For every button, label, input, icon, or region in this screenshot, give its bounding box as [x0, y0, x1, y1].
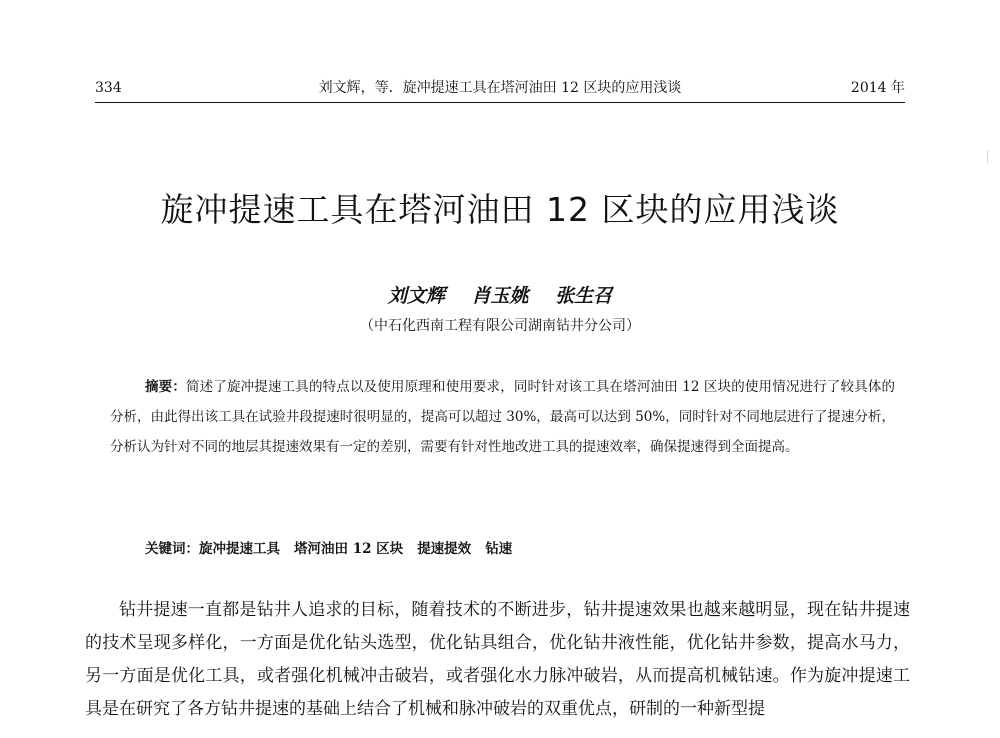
running-title: 刘文辉，等．旋冲提速工具在塔河油田 12 区块的应用浅谈 [318, 80, 682, 96]
page-number: 334 [95, 80, 122, 96]
abstract-label: 摘要： [145, 379, 186, 395]
abstract-text: 简述了旋冲提速工具的特点以及使用原理和使用要求，同时针对该工具在塔河油田 12 区块的使用情况进行了较具体的分析，由此得出该工具在试验井段提速时很明显的，提高可以超过 30%，最高可以达到 50%，同时针对不同地层进行了提速分析，分析认为针对不同的地层其提速效果有一定的差别，需要有针对性地改进工具的提速效率，确保提速得到全面提高。 [110, 379, 896, 455]
publication-year: 2014 年 [850, 80, 905, 96]
abstract [110, 372, 895, 462]
running-header [95, 76, 905, 103]
scan-mark [987, 150, 988, 164]
keyword: 塔河油田 12 区块 [294, 541, 404, 557]
keyword: 旋冲提速工具 [199, 541, 280, 557]
author-name: 肖玉姚 [471, 285, 529, 307]
author-name: 张生召 [555, 285, 613, 307]
body-paragraph: 钻井提速一直都是钻井人追求的目标，随着技术的不断进步，钻井提速效果也越来越明显，现在钻井提速的技术呈现多样化，一方面是优化钻头选型，优化钻具组合，优化钻井液性能，优化钻井参数，提高水马力，另一方面是优化工具，或者强化机械冲击破岩，或者强化水力脉冲破岩，从而提高机械钻速。作为旋冲提速工具是在研究了各方钻井提速的基础上结合了机械和脉冲破岩的双重优点，研制的一种新型提 [85, 600, 910, 719]
keywords [145, 539, 905, 559]
keyword: 提速提效 [417, 541, 472, 557]
author-list [0, 284, 1000, 308]
paper-title: 旋冲提速工具在塔河油田 12 区块的应用浅谈 [160, 190, 840, 229]
author-name: 刘文辉 [387, 285, 445, 307]
author-affiliation: （中石化西南工程有限公司湖南钻井分公司） [360, 318, 640, 334]
keywords-label: 关键词： [145, 541, 199, 557]
keyword: 钻速 [485, 541, 513, 557]
